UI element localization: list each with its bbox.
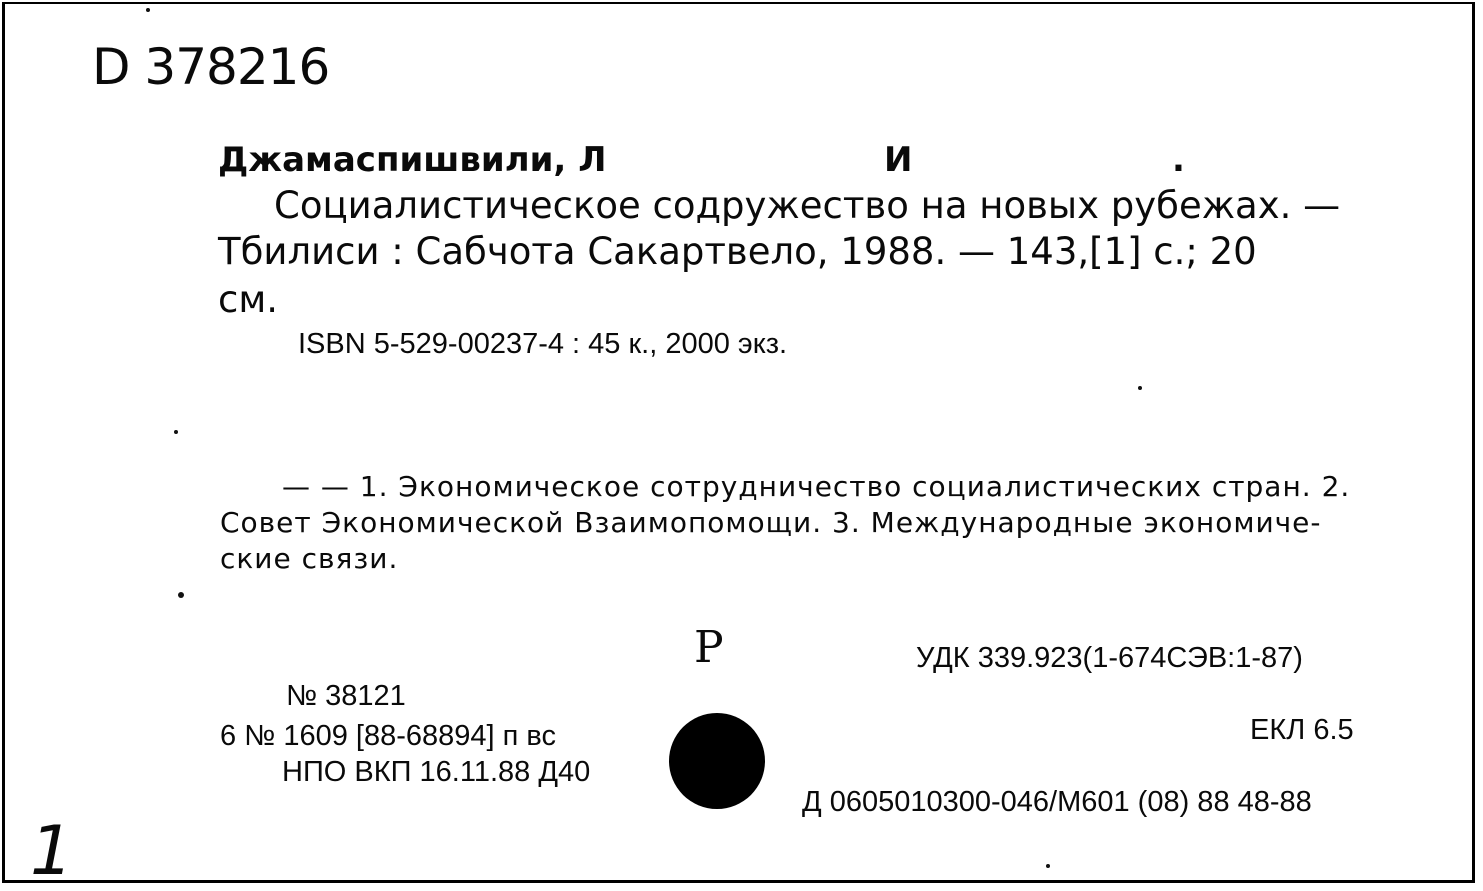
handwritten-mark: Р xyxy=(694,622,724,673)
title-line: см. xyxy=(218,278,279,321)
subject-line: Совет Экономической Взаимопомощи. 3. Международные экономиче- xyxy=(220,506,1322,539)
udk-line: УДК 339.923(1-674СЭВ:1-87) xyxy=(916,642,1303,674)
card-punch-hole xyxy=(669,713,765,809)
subject-line: ские связи. xyxy=(220,542,399,575)
corner-mark: 1 xyxy=(30,812,74,891)
title-line: Социалистическое содружество на новых рубежах. — xyxy=(274,184,1341,227)
title-line: Тбилиси : Сабчота Сакартвело, 1988. — 143,[1] с.; 20 xyxy=(218,230,1257,273)
author-initial: И xyxy=(884,140,913,180)
order-line: 6 № 1609 [88-68894] п вс xyxy=(220,720,556,752)
accession-number: № 38121 xyxy=(286,680,406,712)
author-surname: Джамаспишвили, Л xyxy=(218,140,607,180)
print-line: НПО ВКП 16.11.88 Д40 xyxy=(282,756,591,788)
call-number: D 378216 xyxy=(92,38,330,96)
speck xyxy=(146,8,150,12)
speck xyxy=(174,430,178,434)
speck xyxy=(178,592,184,598)
bbk-line: ЕКЛ 6.5 xyxy=(1250,714,1354,746)
code-line: Д 0605010300-046/М601 (08) 88 48-88 xyxy=(802,786,1312,818)
speck xyxy=(1046,864,1050,868)
speck xyxy=(1138,386,1142,390)
author-dot: . xyxy=(1172,140,1185,180)
subject-line: — — 1. Экономическое сотрудничество социалистических стран. 2. xyxy=(282,470,1351,503)
isbn-line: ISBN 5-529-00237-4 : 45 к., 2000 экз. xyxy=(298,328,788,360)
